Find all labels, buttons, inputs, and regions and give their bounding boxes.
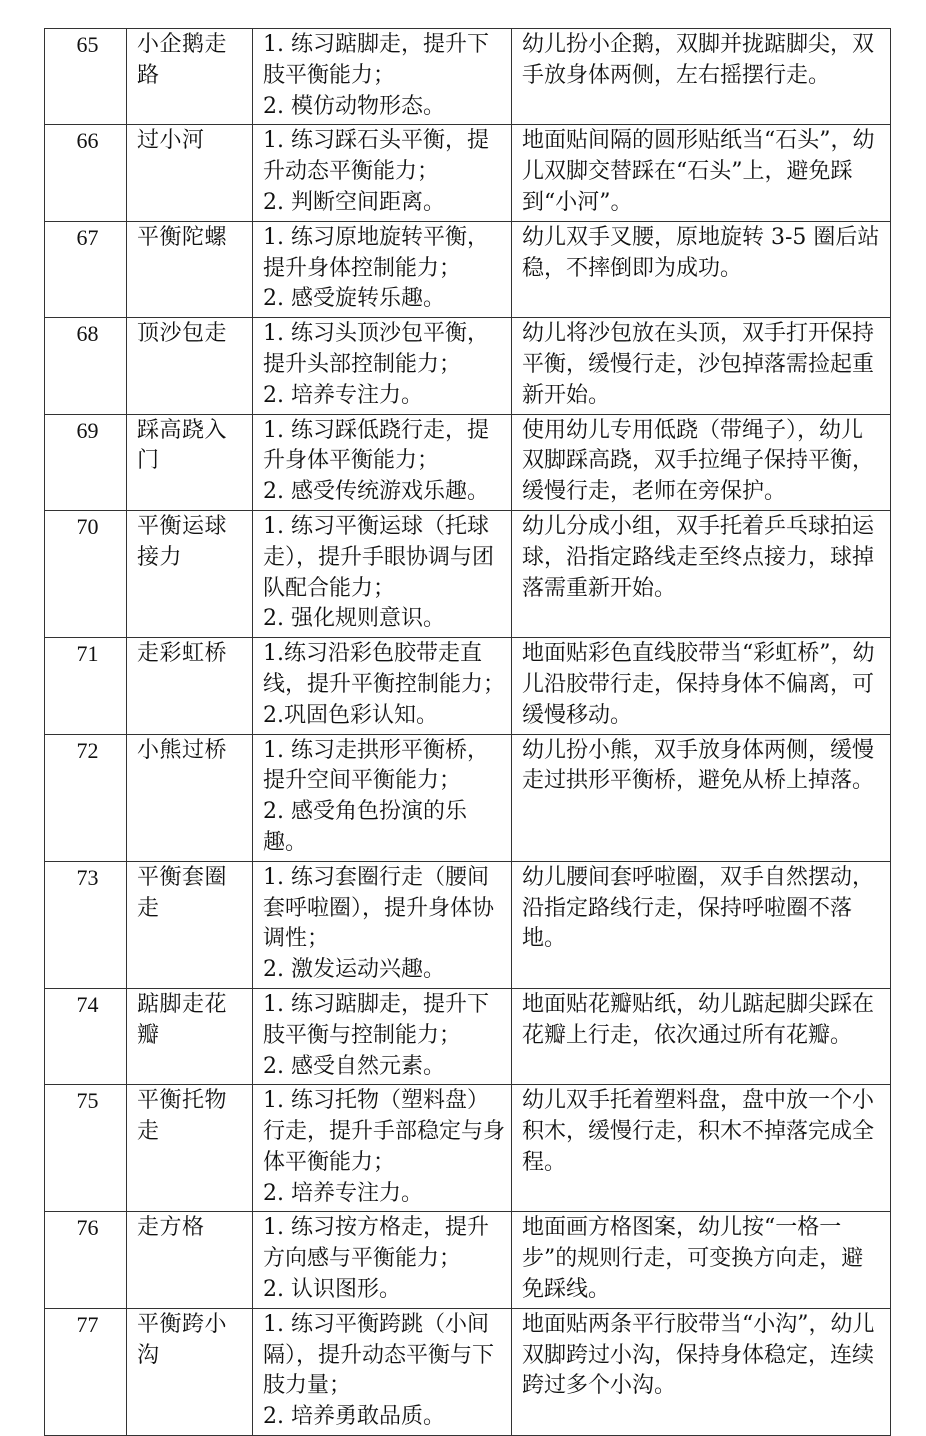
- goal-item: 2. 强化规则意识。: [263, 606, 445, 632]
- table-row: [45, 125, 891, 221]
- game-name: 小企鹅走路: [127, 29, 253, 125]
- goal-item: 2. 认识图形。: [263, 1277, 401, 1303]
- table-row: [45, 1308, 891, 1435]
- table-row: [45, 1085, 891, 1212]
- row-number: 67: [45, 221, 127, 317]
- goal-item: 1. 练习按方格走，提升方向感与平衡能力；: [263, 1215, 489, 1272]
- row-number: 73: [45, 861, 127, 988]
- goal-item: 1. 练习踮脚走，提升下肢平衡与控制能力；: [263, 991, 489, 1048]
- table-body: [45, 29, 891, 1436]
- goal-item: 2. 培养专注力。: [263, 1180, 423, 1206]
- row-number: 72: [45, 734, 127, 861]
- goal-item: 1. 练习平衡运球（托球走），提升手眼协调与团队配合能力；: [263, 513, 495, 601]
- game-method: 幼儿双手托着塑料盘，盘中放一个小积木，缓慢行走，积木不掉落完成全程。: [512, 1085, 891, 1212]
- balance-games-table: [44, 28, 891, 1436]
- row-number: 77: [45, 1308, 127, 1435]
- game-goals: [253, 1212, 512, 1308]
- row-number: 69: [45, 414, 127, 510]
- row-number: 65: [45, 29, 127, 125]
- game-goals: [253, 318, 512, 414]
- game-name: 踩高跷入门: [127, 414, 253, 510]
- game-method: 地面画方格图案，幼儿按“一格一步”的规则行走，可变换方向走，避免踩线。: [512, 1212, 891, 1308]
- game-goals: [253, 125, 512, 221]
- goal-item: 2.巩固色彩认知。: [263, 702, 438, 728]
- game-name: 平衡托物走: [127, 1085, 253, 1212]
- table-row: [45, 861, 891, 988]
- game-method: 地面贴花瓣贴纸，幼儿踮起脚尖踩在花瓣上行走，依次通过所有花瓣。: [512, 988, 891, 1084]
- row-number: 76: [45, 1212, 127, 1308]
- goal-item: 1. 练习头顶沙包平衡，提升头部控制能力；: [263, 321, 489, 377]
- game-goals: [253, 988, 512, 1084]
- game-goals: [253, 734, 512, 861]
- table-row: [45, 988, 891, 1084]
- goal-item: 1. 练习走拱形平衡桥，提升空间平衡能力；: [263, 737, 489, 794]
- row-number: 68: [45, 318, 127, 414]
- table-row: [45, 510, 891, 637]
- game-goals: [253, 29, 512, 125]
- table-row: [45, 414, 891, 510]
- game-name: 顶沙包走: [127, 318, 253, 414]
- game-goals: [253, 638, 512, 734]
- game-method: 地面贴两条平行胶带当“小沟”，幼儿双脚跨过小沟，保持身体稳定，连续跨过多个小沟。: [512, 1308, 891, 1435]
- game-method: 地面贴彩色直线胶带当“彩虹桥”，幼儿沿胶带行走，保持身体不偏离，可缓慢移动。: [512, 638, 891, 734]
- goal-item: 2. 培养专注力。: [263, 382, 423, 408]
- goal-item: 1. 练习踩低跷行走，提升身体平衡能力；: [263, 417, 489, 474]
- table-row: [45, 638, 891, 734]
- goal-item: 1. 练习托物（塑料盘）行走，提升手部稳定与身体平衡能力；: [263, 1088, 506, 1175]
- game-method: 幼儿分成小组，双手托着乒乓球拍运球，沿指定路线走至终点接力，球掉落需重新开始。: [512, 510, 891, 637]
- game-goals: [253, 1308, 512, 1435]
- goal-item: 2. 感受自然元素。: [263, 1053, 445, 1079]
- table-row: [45, 221, 891, 317]
- game-goals: [253, 221, 512, 317]
- game-method: 地面贴间隔的圆形贴纸当“石头”，幼儿双脚交替踩在“石头”上，避免踩到“小河”。: [512, 125, 891, 221]
- goal-item: 1. 练习平衡跨跳（小间隔），提升动态平衡与下肢力量；: [263, 1311, 495, 1399]
- goal-item: 1. 练习原地旋转平衡，提升身体控制能力；: [263, 224, 489, 281]
- game-name: 走方格: [127, 1212, 253, 1308]
- game-method: 使用幼儿专用低跷（带绳子），幼儿双脚踩高跷，双手拉绳子保持平衡，缓慢行走，老师在旁保护。: [512, 414, 891, 510]
- goal-item: 2. 感受旋转乐趣。: [263, 286, 445, 312]
- goal-item: 1. 练习踮脚走，提升下肢平衡能力；: [263, 32, 489, 88]
- goal-item: 1. 练习踩石头平衡，提升动态平衡能力；: [263, 128, 489, 185]
- row-number: 74: [45, 988, 127, 1084]
- goal-item: 2. 激发运动兴趣。: [263, 957, 445, 983]
- goal-item: 1. 练习套圈行走（腰间套呼啦圈），提升身体协调性；: [263, 864, 495, 952]
- table-row: [45, 734, 891, 861]
- game-goals: [253, 861, 512, 988]
- table-row: [45, 318, 891, 414]
- game-goals: [253, 510, 512, 637]
- row-number: 70: [45, 510, 127, 637]
- game-name: 踮脚走花瓣: [127, 988, 253, 1084]
- game-method: 幼儿扮小熊，双手放身体两侧，缓慢走过拱形平衡桥，避免从桥上掉落。: [512, 734, 891, 861]
- row-number: 66: [45, 125, 127, 221]
- game-name: 平衡跨小沟: [127, 1308, 253, 1435]
- goal-item: 2. 感受传统游戏乐趣。: [263, 479, 489, 505]
- goal-item: 2. 感受角色扮演的乐趣。: [263, 799, 467, 855]
- game-name: 平衡运球接力: [127, 510, 253, 637]
- game-method: 幼儿腰间套呼啦圈，双手自然摆动，沿指定路线行走，保持呼啦圈不落地。: [512, 861, 891, 988]
- game-name: 小熊过桥: [127, 734, 253, 861]
- row-number: 75: [45, 1085, 127, 1212]
- goal-item: 2. 模仿动物形态。: [263, 93, 445, 119]
- game-name: 走彩虹桥: [127, 638, 253, 734]
- goal-item: 1.练习沿彩色胶带走直线，提升平衡控制能力；: [263, 641, 506, 697]
- table-row: [45, 1212, 891, 1308]
- game-goals: [253, 414, 512, 510]
- game-goals: [253, 1085, 512, 1212]
- game-name: 平衡陀螺: [127, 221, 253, 317]
- game-method: 幼儿将沙包放在头顶，双手打开保持平衡，缓慢行走，沙包掉落需捡起重新开始。: [512, 318, 891, 414]
- game-name: 过小河: [127, 125, 253, 221]
- goal-item: 2. 判断空间距离。: [263, 189, 445, 215]
- game-method: 幼儿扮小企鹅，双脚并拢踮脚尖，双手放身体两侧，左右摇摆行走。: [512, 29, 891, 125]
- table-row: [45, 29, 891, 125]
- row-number: 71: [45, 638, 127, 734]
- game-method: 幼儿双手叉腰，原地旋转 3-5 圈后站稳，不摔倒即为成功。: [512, 221, 891, 317]
- game-name: 平衡套圈走: [127, 861, 253, 988]
- goal-item: 2. 培养勇敢品质。: [263, 1404, 445, 1430]
